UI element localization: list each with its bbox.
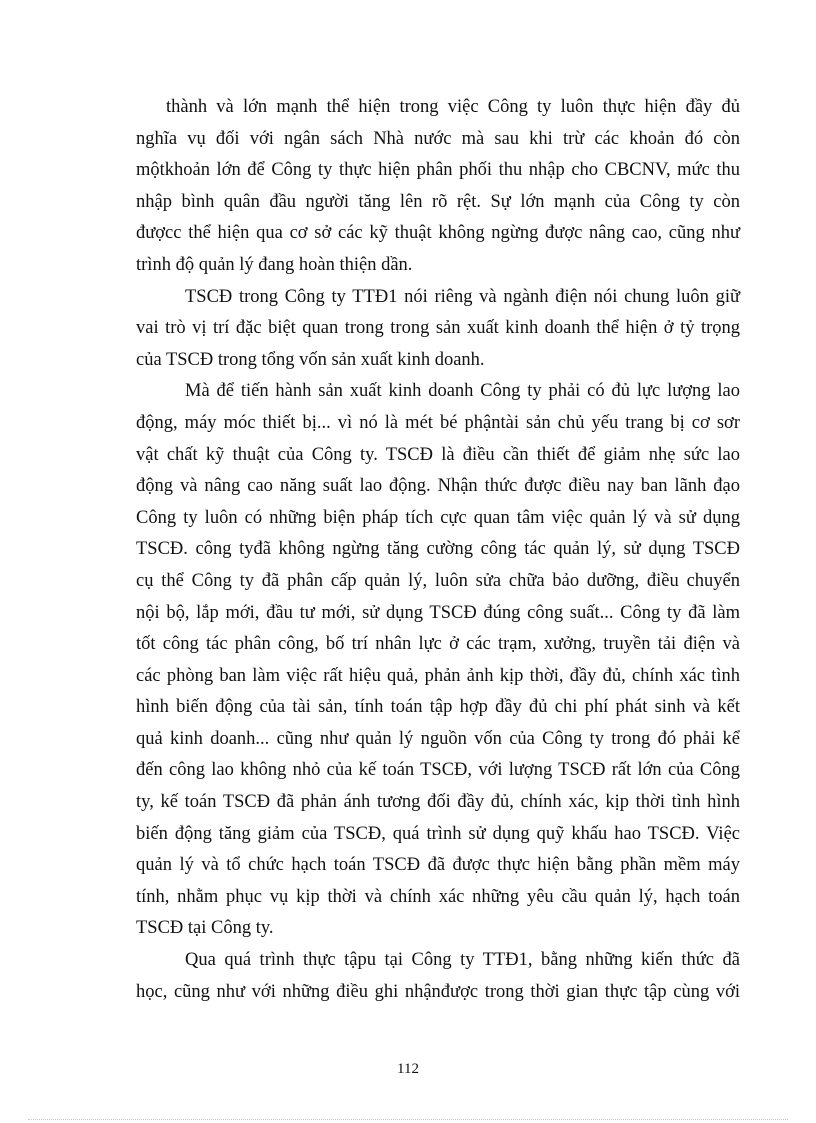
text-line: TSCĐ. công tyđã không ngừng tăng cường công tác quản lý, sử dụng TSCĐ — [136, 539, 740, 560]
text-line: hình biến động của tài sản, tính toán tập hợp đầy đủ chi phí phát sinh và kết — [136, 697, 740, 718]
text-line: nghĩa vụ đối với ngân sách Nhà nước mà sau khi trừ các khoản đó còn — [136, 128, 740, 149]
text-line: động và nâng cao năng suất lao động. Nhận thức được điều nay ban lãnh đạo — [136, 476, 740, 497]
text-line: đến công lao không nhỏ của kế toán TSCĐ, với lượng TSCĐ rất lớn của Công — [136, 760, 740, 781]
paragraph-4 — [136, 945, 740, 1008]
text-line: mộtkhoản lớn để Công ty thực hiện phân phối thu nhập cho CBCNV, mức thu — [136, 160, 740, 181]
text-line: vai trò vị trí đặc biệt quan trong trong sản xuất kinh doanh thể hiện ở tỷ trọng — [136, 318, 740, 339]
page-number: 112 — [397, 1061, 419, 1077]
text-line: TSCĐ trong Công ty TTĐ1 nói riêng và ngành điện nói chung luôn giữ — [185, 286, 740, 307]
text-line: quản lý và tổ chức hạch toán TSCĐ đã được thực hiện bằng phần mềm máy — [136, 855, 740, 876]
text-line: Công ty luôn có những biện pháp tích cực quan tâm việc quản lý và sử dụng — [136, 507, 740, 528]
text-line: vật chất kỹ thuật của Công ty. TSCĐ là điều cần thiết để giảm nhẹ sức lao — [136, 444, 740, 465]
text-line: nhập bình quân đầu người tăng lên rõ rệt. Sự lớn mạnh của Công ty còn — [136, 191, 740, 212]
paragraph-3 — [136, 376, 740, 945]
text-line: cụ thể Công ty đã phân cấp quản lý, luôn sửa chữa bảo dưỡng, điều chuyển — [136, 570, 740, 591]
text-line: biến động tăng giảm của TSCĐ, quá trình sử dụng quỹ khấu hao TSCĐ. Việc — [136, 823, 740, 844]
text-line: Mà để tiến hành sản xuất kinh doanh Công ty phải có đủ lực lượng lao — [185, 381, 740, 402]
text-line: động, máy móc thiết bị... vì nó là mét bé phậntài sản chủ yếu trang bị cơ sơr — [136, 412, 740, 433]
paragraph-1 — [136, 92, 740, 282]
text-line: quả kinh doanh... cũng như quản lý nguồn vốn của Công ty trong đó phải kể — [136, 728, 740, 749]
text-line: TSCĐ tại Công ty. — [136, 918, 274, 939]
text-line: các phòng ban làm việc rất hiệu quả, phản ảnh kịp thời, đầy đủ, chính xác tình — [136, 665, 740, 686]
text-line: đượcc thể hiện qua cơ sở các kỹ thuật không ngừng được nâng cao, cũng như — [136, 223, 740, 244]
text-line: ty, kế toán TSCĐ đã phản ánh tương đối đầy đủ, chính xác, kịp thời tình hình — [136, 792, 740, 813]
text-line: nội bộ, lắp mới, đầu tư mới, sử dụng TSCĐ đúng công suất... Công ty đã làm — [136, 602, 740, 623]
text-line: tốt công tác phân công, bố trí nhân lực ở các trạm, xưởng, truyền tải điện và — [136, 634, 740, 655]
paragraph-2 — [136, 282, 740, 377]
footer-divider — [28, 1119, 788, 1120]
document-body — [136, 92, 740, 1008]
text-line: tính, nhằm phục vụ kịp thời và chính xác những yêu cầu quản lý, hạch toán — [136, 886, 740, 907]
text-line: trình độ quản lý đang hoàn thiện dần. — [136, 254, 413, 275]
text-line: thành và lớn mạnh thể hiện trong việc Công ty luôn thực hiện đầy đủ — [166, 97, 740, 117]
text-line: của TSCĐ trong tổng vốn sản xuất kinh doanh. — [136, 349, 485, 370]
text-line: Qua quá trình thực tậpu tại Công ty TTĐ1, bằng những kiến thức đã — [185, 950, 740, 971]
text-line: học, cũng như với những điều ghi nhậnđược trong thời gian thực tập cùng với — [136, 981, 740, 1002]
